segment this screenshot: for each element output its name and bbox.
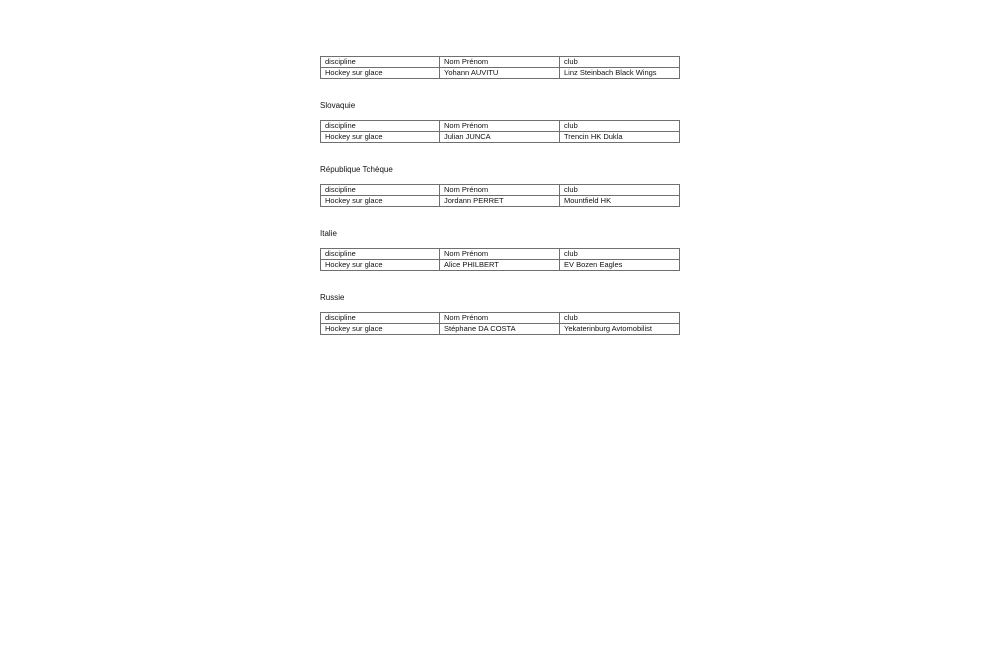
table-header-row xyxy=(321,121,680,132)
table-header-row xyxy=(321,249,680,260)
cell-discipline: Hockey sur glace xyxy=(321,196,440,207)
document-page xyxy=(320,56,680,335)
cell-discipline: Hockey sur glace xyxy=(321,260,440,271)
header-name: Nom Prénom xyxy=(440,313,560,324)
cell-club: Trencin HK Dukla xyxy=(560,132,680,143)
header-discipline: discipline xyxy=(321,313,440,324)
table-row xyxy=(321,68,680,79)
table-header-row xyxy=(321,57,680,68)
header-name: Nom Prénom xyxy=(440,249,560,260)
country-heading: République Tchèque xyxy=(320,165,393,174)
cell-name: Yohann AUVITU xyxy=(440,68,560,79)
country-heading: Italie xyxy=(320,229,337,238)
cell-discipline: Hockey sur glace xyxy=(321,132,440,143)
header-club: club xyxy=(560,313,680,324)
table-row xyxy=(321,196,680,207)
header-name: Nom Prénom xyxy=(440,185,560,196)
header-name: Nom Prénom xyxy=(440,57,560,68)
header-discipline: discipline xyxy=(321,185,440,196)
table-row xyxy=(321,260,680,271)
table-row xyxy=(321,132,680,143)
country-heading: Russie xyxy=(320,293,345,302)
player-table xyxy=(320,56,680,79)
header-discipline: discipline xyxy=(321,249,440,260)
table-header-row xyxy=(321,185,680,196)
table-header-row xyxy=(321,313,680,324)
cell-club: EV Bozen Eagles xyxy=(560,260,680,271)
cell-name: Alice PHILBERT xyxy=(440,260,560,271)
cell-name: Julian JUNCA xyxy=(440,132,560,143)
header-discipline: discipline xyxy=(321,57,440,68)
country-section xyxy=(320,101,680,143)
header-club: club xyxy=(560,185,680,196)
cell-club: Mountfield HK xyxy=(560,196,680,207)
header-discipline: discipline xyxy=(321,121,440,132)
header-club: club xyxy=(560,121,680,132)
cell-club: Linz Steinbach Black Wings xyxy=(560,68,680,79)
cell-name: Stéphane DA COSTA xyxy=(440,324,560,335)
cell-discipline: Hockey sur glace xyxy=(321,324,440,335)
player-table xyxy=(320,184,680,207)
cell-name: Jordann PERRET xyxy=(440,196,560,207)
header-name: Nom Prénom xyxy=(440,121,560,132)
country-heading: Slovaquie xyxy=(320,101,356,110)
country-section xyxy=(320,165,680,207)
country-section xyxy=(320,56,680,79)
header-club: club xyxy=(560,249,680,260)
cell-club: Yekaterinburg Avtomobilist xyxy=(560,324,680,335)
country-section xyxy=(320,293,680,335)
player-table xyxy=(320,312,680,335)
player-table xyxy=(320,248,680,271)
header-club: club xyxy=(560,57,680,68)
player-table xyxy=(320,120,680,143)
cell-discipline: Hockey sur glace xyxy=(321,68,440,79)
country-section xyxy=(320,229,680,271)
table-row xyxy=(321,324,680,335)
